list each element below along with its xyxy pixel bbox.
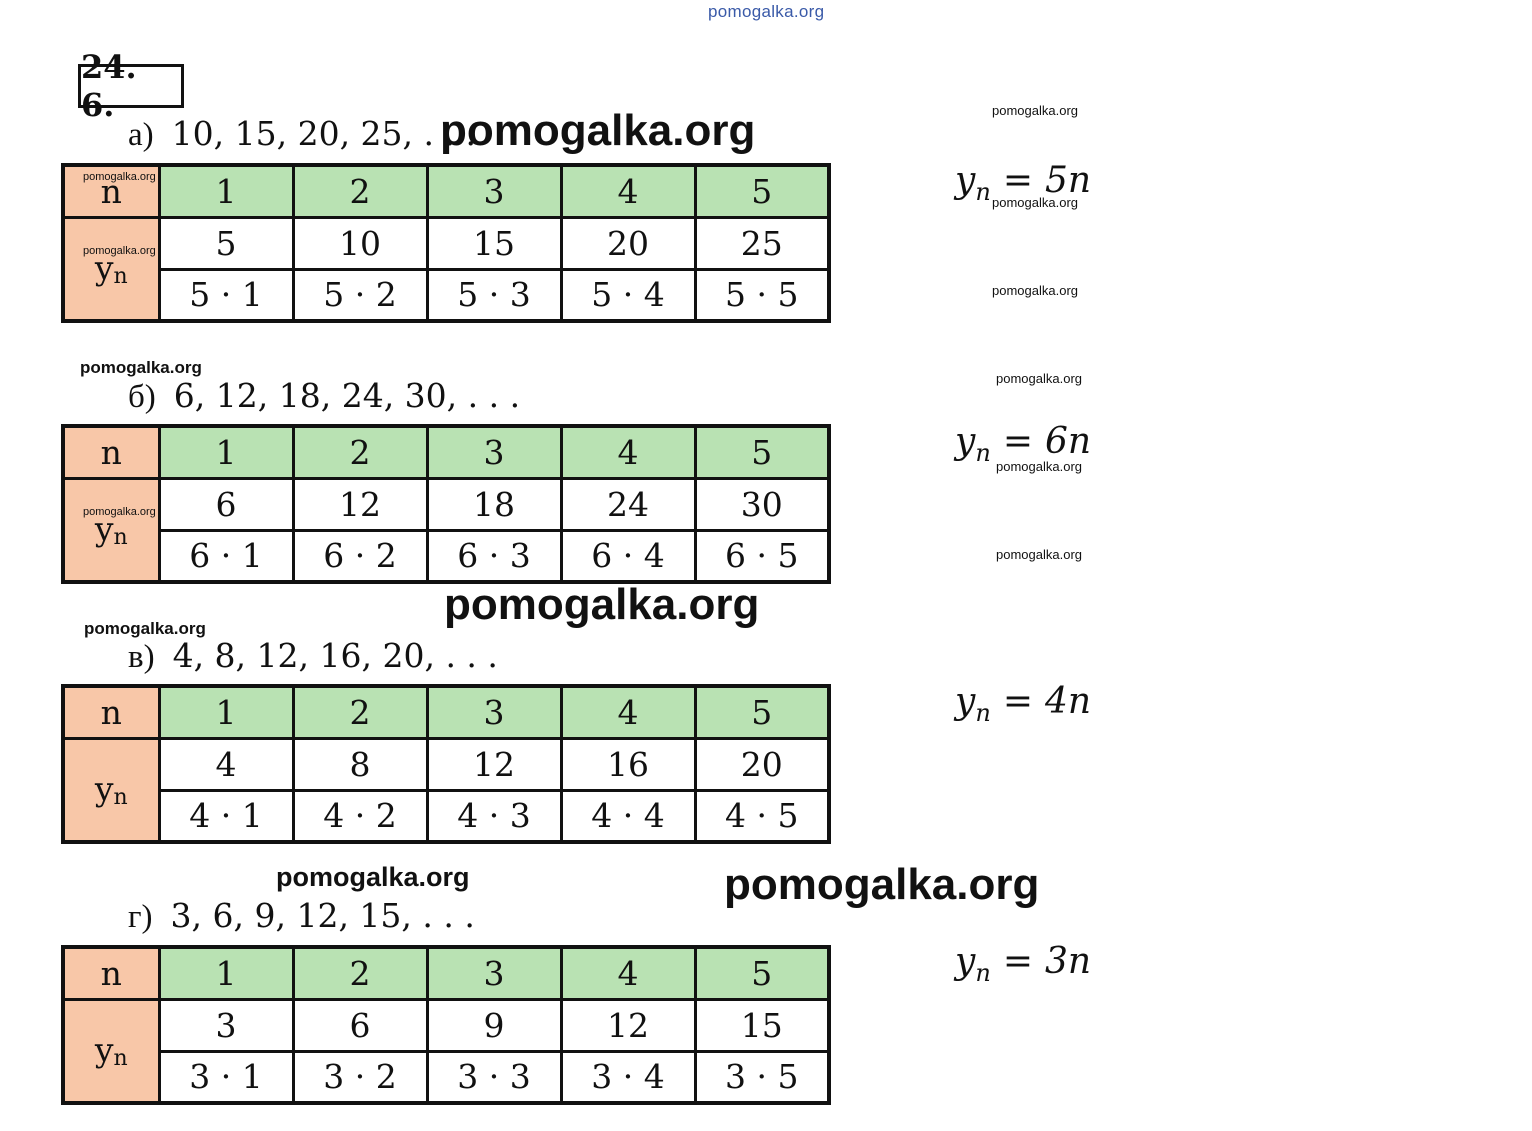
n-cell: 3	[427, 947, 561, 999]
y-header: yn	[63, 738, 159, 842]
value-cell: 15	[427, 217, 561, 269]
watermark: pomogalka.org	[83, 505, 156, 518]
product-cell: 3 · 2	[293, 1051, 427, 1103]
part-label: а)	[128, 117, 154, 153]
table-row	[63, 426, 829, 478]
table-b	[61, 424, 831, 584]
formula-d: $y_n = 3n$	[955, 941, 1092, 987]
product-cell: 5 · 1	[159, 269, 293, 321]
formula-c: $y_n = 4n$	[955, 681, 1092, 727]
product-cell: 6 · 5	[695, 530, 829, 582]
formula-b: $y_n = 6n$	[955, 421, 1092, 467]
y-header: pomogalka.org yn	[63, 217, 159, 321]
n-header: n	[63, 686, 159, 738]
n-cell: 1	[159, 686, 293, 738]
watermark: pomogalka.org	[80, 358, 202, 377]
n-cell: 5	[695, 426, 829, 478]
product-cell: 5 · 4	[561, 269, 695, 321]
watermark-large: pomogalka.org	[444, 580, 760, 629]
value-cell: 12	[293, 478, 427, 530]
value-cell: 15	[695, 999, 829, 1051]
n-header: n	[63, 947, 159, 999]
y-header: yn	[63, 999, 159, 1103]
n-cell: 5	[695, 165, 829, 217]
n-cell: 2	[293, 686, 427, 738]
n-cell: 4	[561, 947, 695, 999]
part-label: б)	[128, 379, 156, 415]
watermark-large: pomogalka.org	[724, 860, 1040, 909]
n-cell: 2	[293, 426, 427, 478]
n-cell: 1	[159, 426, 293, 478]
value-cell: 8	[293, 738, 427, 790]
product-cell: 4 · 1	[159, 790, 293, 842]
product-cell: 5 · 5	[695, 269, 829, 321]
value-cell: 3	[159, 999, 293, 1051]
formula-a: $y_n = 5n$	[955, 160, 1092, 206]
watermark: pomogalka.org	[996, 371, 1082, 386]
table-d	[61, 945, 831, 1105]
value-cell: 6	[159, 478, 293, 530]
product-cell: 4 · 3	[427, 790, 561, 842]
table-c	[61, 684, 831, 844]
table-row	[63, 165, 829, 217]
watermark: pomogalka.org	[996, 547, 1082, 562]
part-label: г)	[128, 899, 153, 935]
product-cell: 3 · 5	[695, 1051, 829, 1103]
product-cell: 3 · 3	[427, 1051, 561, 1103]
table-row	[63, 686, 829, 738]
sequence-d	[128, 896, 475, 936]
product-cell: 3 · 1	[159, 1051, 293, 1103]
watermark: pomogalka.org	[83, 171, 156, 183]
n-cell: 3	[427, 686, 561, 738]
watermark-top: pomogalka.org	[708, 2, 825, 21]
product-cell: 6 · 2	[293, 530, 427, 582]
watermark: pomogalka.org	[83, 244, 156, 257]
n-cell: 3	[427, 165, 561, 217]
value-cell: 12	[561, 999, 695, 1051]
sequence-a	[128, 114, 476, 154]
value-cell: 9	[427, 999, 561, 1051]
n-cell: 4	[561, 686, 695, 738]
n-cell: 4	[561, 165, 695, 217]
product-cell: 4 · 4	[561, 790, 695, 842]
value-cell: 30	[695, 478, 829, 530]
problem-number: 24. 6.	[78, 64, 184, 108]
table-a	[61, 163, 831, 323]
table-row	[63, 269, 829, 321]
n-cell: 3	[427, 426, 561, 478]
value-cell: 4	[159, 738, 293, 790]
part-label: в)	[128, 639, 155, 675]
n-cell: 4	[561, 426, 695, 478]
watermark: pomogalka.org	[992, 195, 1078, 210]
watermark: pomogalka.org	[992, 103, 1078, 118]
n-cell: 5	[695, 686, 829, 738]
product-cell: 3 · 4	[561, 1051, 695, 1103]
table-row	[63, 738, 829, 790]
value-cell: 24	[561, 478, 695, 530]
n-cell: 2	[293, 947, 427, 999]
value-cell: 20	[561, 217, 695, 269]
value-cell: 18	[427, 478, 561, 530]
value-cell: 12	[427, 738, 561, 790]
value-cell: 16	[561, 738, 695, 790]
n-cell: 1	[159, 165, 293, 217]
sequence-text: 4, 8, 12, 16, 20, . . .	[172, 636, 498, 675]
n-header: pomogalka.org n	[63, 165, 159, 217]
sequence-text: 6, 12, 18, 24, 30, . . .	[173, 376, 521, 415]
value-cell: 20	[695, 738, 829, 790]
sequence-text: 10, 15, 20, 25, . . .	[171, 114, 476, 153]
value-cell: 6	[293, 999, 427, 1051]
value-cell: 25	[695, 217, 829, 269]
value-cell: 10	[293, 217, 427, 269]
watermark: pomogalka.org	[84, 619, 206, 638]
watermark: pomogalka.org	[996, 459, 1082, 474]
product-cell: 5 · 2	[293, 269, 427, 321]
product-cell: 6 · 1	[159, 530, 293, 582]
table-row	[63, 790, 829, 842]
table-row	[63, 530, 829, 582]
table-row	[63, 217, 829, 269]
n-cell: 1	[159, 947, 293, 999]
product-cell: 6 · 4	[561, 530, 695, 582]
n-header: n	[63, 426, 159, 478]
table-row	[63, 478, 829, 530]
n-cell: 5	[695, 947, 829, 999]
table-row	[63, 999, 829, 1051]
y-header: pomogalka.org yn	[63, 478, 159, 582]
watermark: pomogalka.org	[276, 862, 470, 892]
product-cell: 4 · 5	[695, 790, 829, 842]
product-cell: 5 · 3	[427, 269, 561, 321]
sequence-c	[128, 636, 498, 676]
table-row	[63, 947, 829, 999]
table-row	[63, 1051, 829, 1103]
sequence-text: 3, 6, 9, 12, 15, . . .	[170, 896, 475, 935]
watermark: pomogalka.org	[992, 283, 1078, 298]
watermark-large: pomogalka.org	[440, 106, 756, 155]
n-cell: 2	[293, 165, 427, 217]
product-cell: 4 · 2	[293, 790, 427, 842]
product-cell: 6 · 3	[427, 530, 561, 582]
value-cell: 5	[159, 217, 293, 269]
sequence-b	[128, 376, 520, 416]
